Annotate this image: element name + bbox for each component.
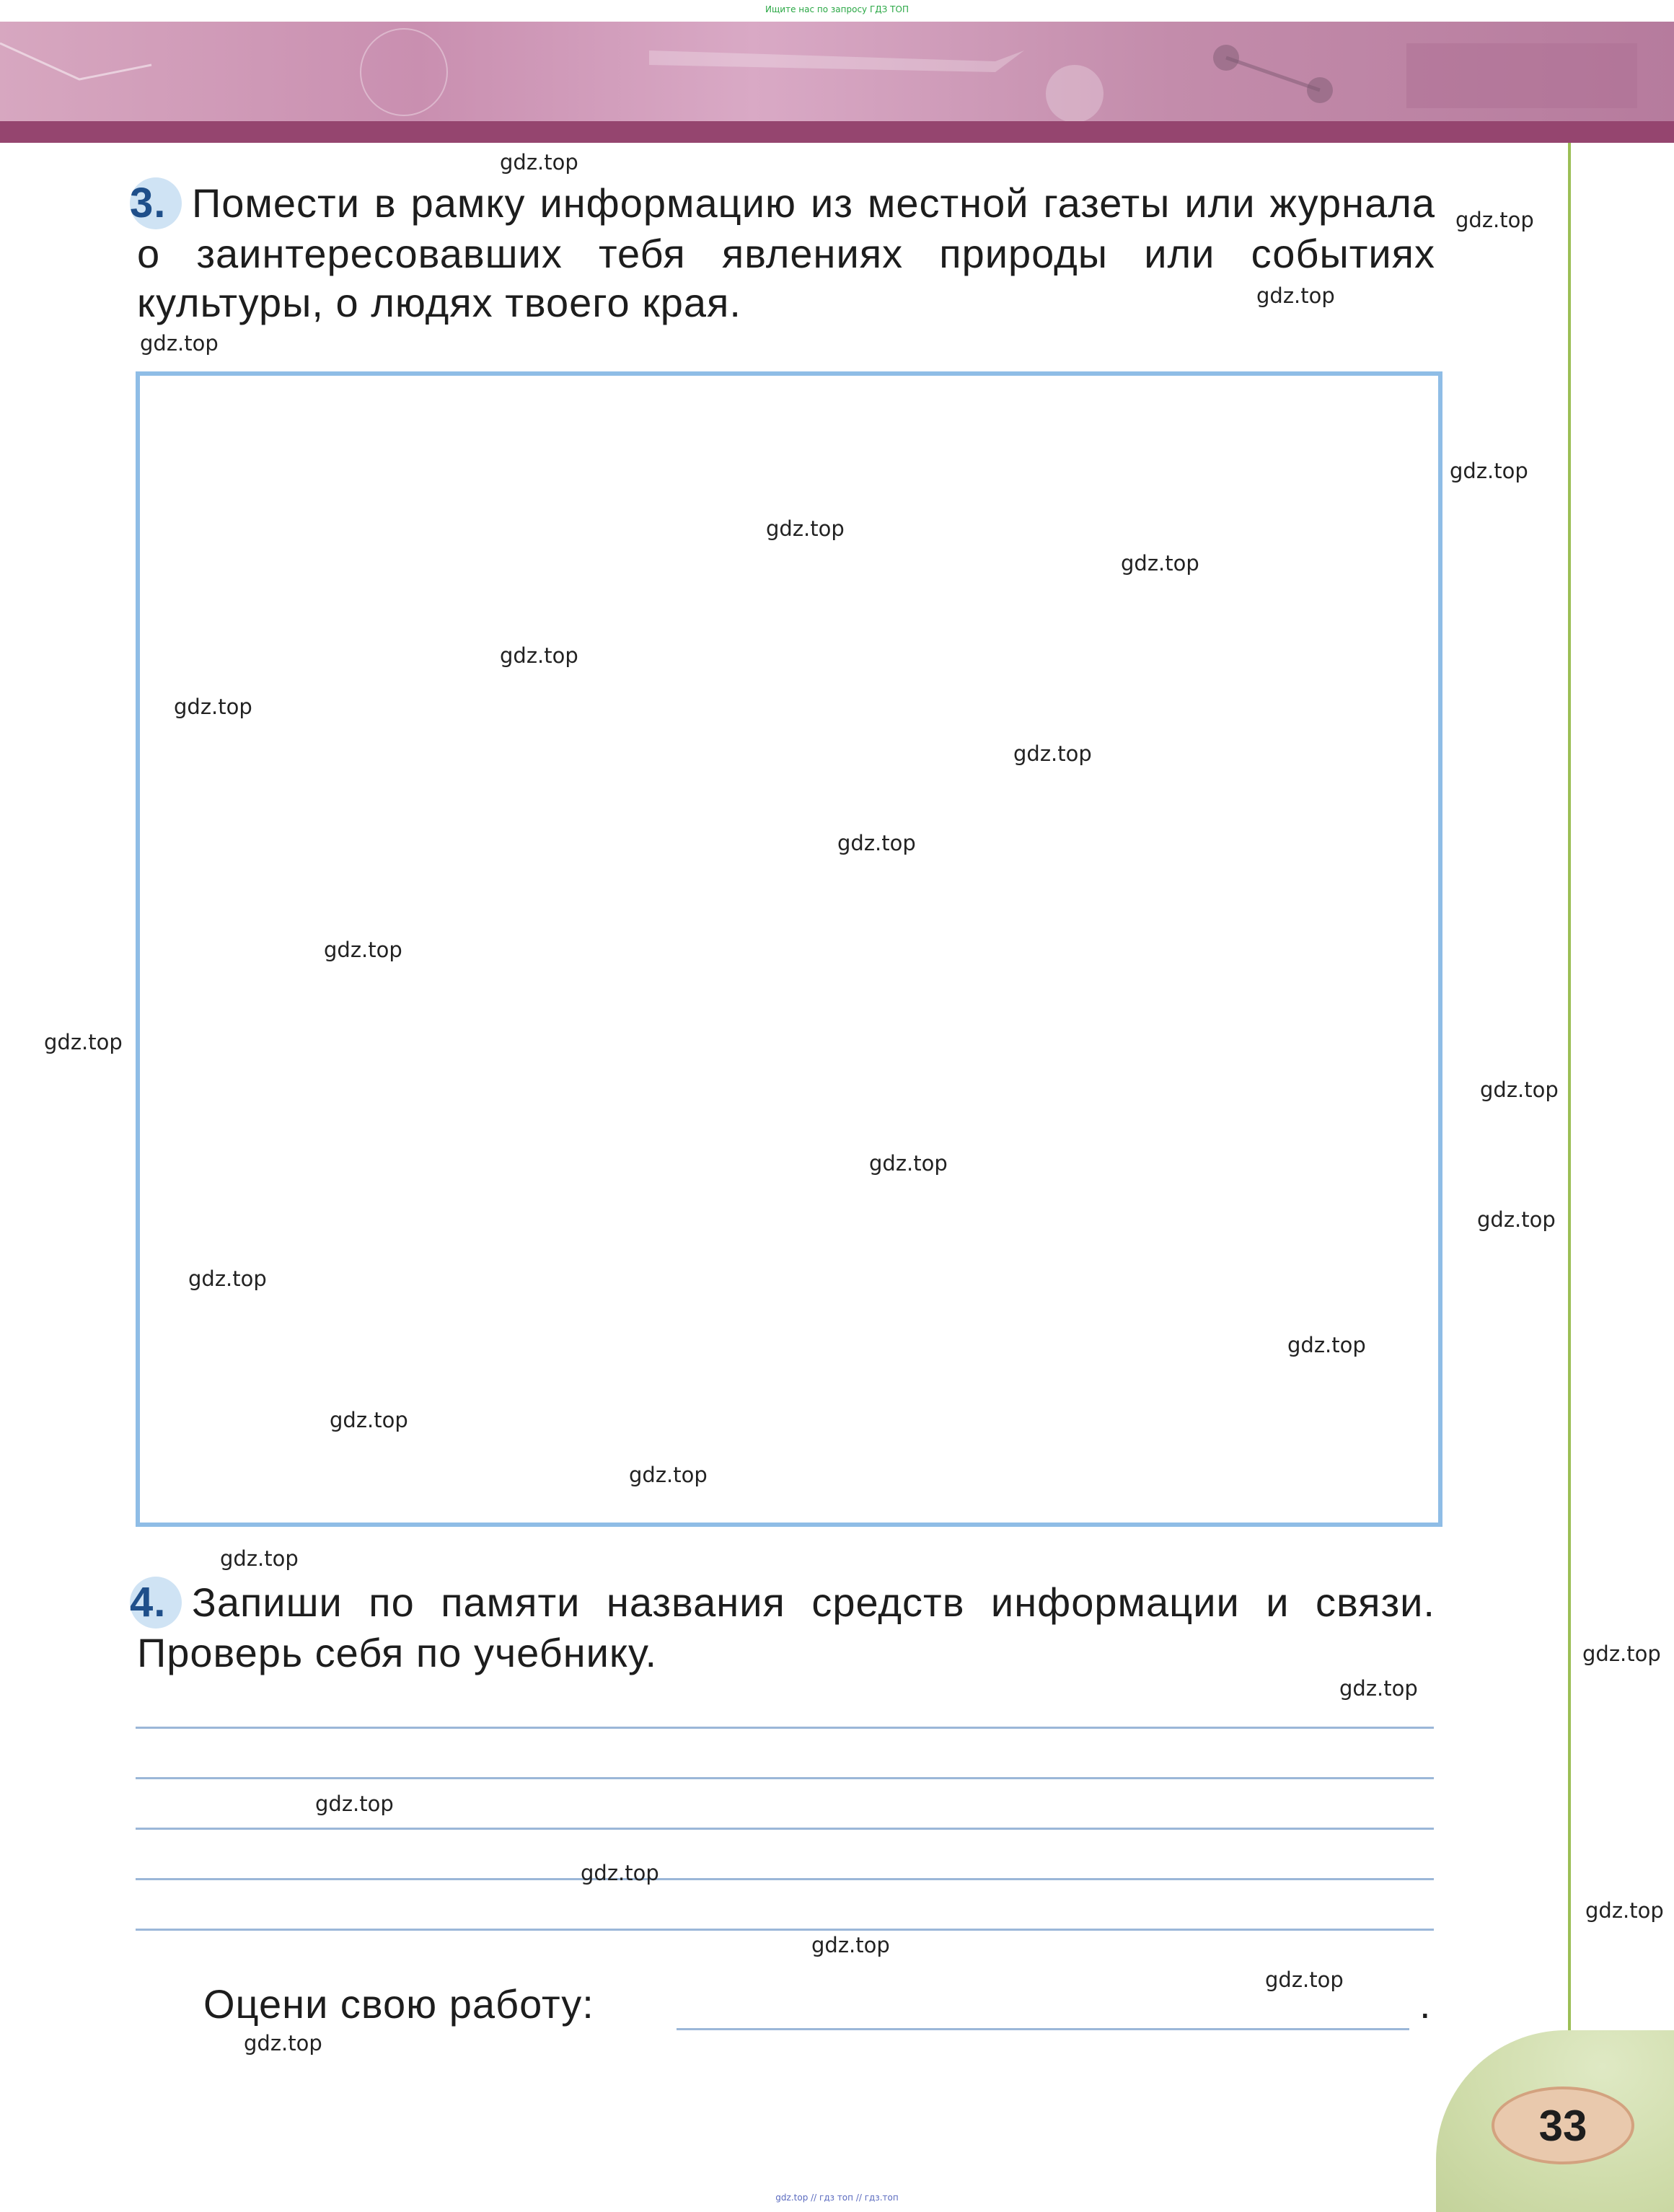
watermark: gdz.top [330,1408,408,1432]
watermark: gdz.top [174,695,252,719]
watermark: gdz.top [220,1546,299,1571]
watermark: gdz.top [837,831,916,855]
watermark: gdz.top [44,1030,123,1054]
answer-line[interactable] [136,1929,1434,1931]
watermark: gdz.top [324,938,402,962]
page-number: 33 [1492,2087,1634,2164]
header-stripe [0,121,1674,143]
margin-line [1568,143,1571,2061]
self-assessment-label: Оцени свою работу: [203,1981,594,2027]
watermark: gdz.top [1455,208,1534,232]
answer-line[interactable] [136,1777,1434,1779]
watermark: gdz.top [1477,1207,1556,1232]
watermark: gdz.top [1265,1968,1344,1992]
watermark: gdz.top [1480,1078,1559,1102]
task-3 [130,177,1435,327]
header-note: Ищите нас по запросу ГДЗ ТОП [765,4,909,14]
watermark: gdz.top [581,1861,659,1885]
watermark: gdz.top [1287,1333,1366,1357]
watermark: gdz.top [1339,1676,1418,1701]
watermark: gdz.top [869,1151,948,1176]
task-4-text: Запиши по памяти названия средств информации и связи. Проверь себя по учебнику. [137,1579,1435,1675]
task-4 [130,1577,1435,1678]
self-assessment-end: . [1419,1981,1431,2027]
task-number-badge: 4. [130,1577,182,1629]
footer-note: gdz.top // гдз топ // гдз.топ [775,2193,899,2203]
banner-decoration [0,22,1674,121]
watermark: gdz.top [1121,551,1199,576]
answer-line[interactable] [136,1878,1434,1880]
watermark: gdz.top [629,1463,708,1487]
header-banner [0,22,1674,121]
answer-line[interactable] [136,1727,1434,1729]
watermark: gdz.top [500,643,578,668]
task-3-text: Помести в рамку информацию из местной газеты или журнала о заинтересовавших тебя явлениях природы или событиях культуры, о людях твоего края. [137,180,1435,325]
watermark: gdz.top [500,150,578,175]
self-assessment-line[interactable] [677,2028,1409,2030]
watermark: gdz.top [188,1266,267,1291]
watermark: gdz.top [315,1792,394,1816]
answer-line[interactable] [136,1828,1434,1830]
watermark: gdz.top [766,516,845,541]
watermark: gdz.top [1582,1642,1661,1666]
watermark: gdz.top [244,2031,322,2055]
watermark: gdz.top [1013,741,1092,766]
watermark: gdz.top [1450,459,1528,483]
watermark: gdz.top [1256,283,1335,308]
watermark: gdz.top [811,1933,890,1957]
watermark: gdz.top [1585,1898,1664,1923]
watermark: gdz.top [140,331,219,356]
task-number-badge: 3. [130,177,182,229]
